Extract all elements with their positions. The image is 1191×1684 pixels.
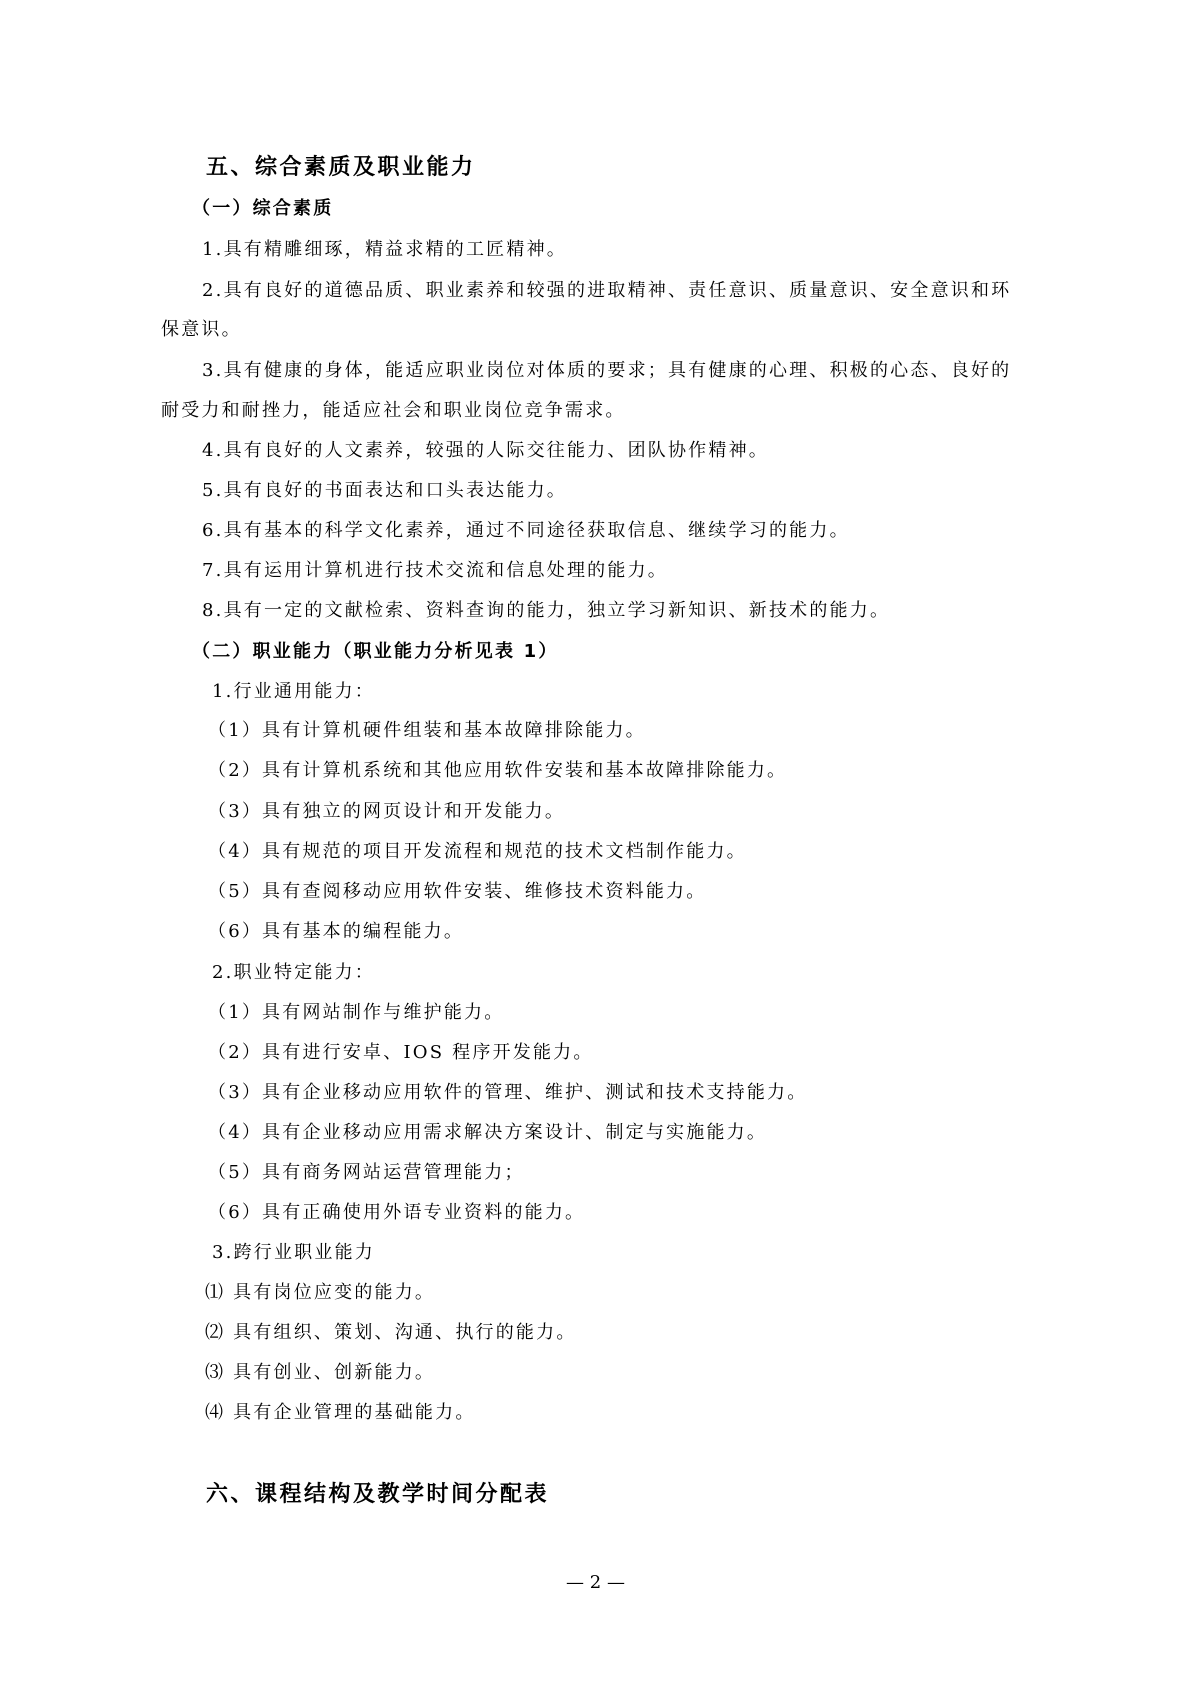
section-5-heading: 五、综合素质及职业能力 — [206, 155, 476, 180]
ability-group-3-item-2: ⑵ 具有组织、策划、沟通、执行的能力。 — [205, 1322, 577, 1343]
ability-group-1-title: 1.行业通用能力： — [212, 681, 375, 702]
ability-group-2-title: 2.职业特定能力： — [212, 962, 375, 983]
ability-group-1-item-6: （6）具有基本的编程能力。 — [208, 921, 465, 942]
ability-group-1-item-3: （3）具有独立的网页设计和开发能力。 — [208, 801, 566, 822]
quality-item-3-cont: 耐受力和耐挫力，能适应社会和职业岗位竞争需求。 — [161, 400, 626, 421]
ability-group-3-item-4: ⑷ 具有企业管理的基础能力。 — [205, 1402, 476, 1423]
subsection-2-heading: （二）职业能力（职业能力分析见表 1） — [192, 641, 559, 662]
ability-group-2-item-3: （3）具有企业移动应用软件的管理、维护、测试和技术支持能力。 — [208, 1082, 808, 1103]
ability-group-1-item-5: （5）具有查阅移动应用软件安装、维修技术资料能力。 — [208, 881, 707, 902]
quality-item-3: 3.具有健康的身体，能适应职业岗位对体质的要求；具有健康的心理、积极的心态、良好的 — [202, 360, 1012, 381]
ability-group-2-item-1: （1）具有网站制作与维护能力。 — [208, 1002, 505, 1023]
ability-group-2-item-5: （5）具有商务网站运营管理能力； — [208, 1162, 525, 1183]
ability-group-3-item-3: ⑶ 具有创业、创新能力。 — [205, 1362, 436, 1383]
ability-group-2-item-6: （6）具有正确使用外语专业资料的能力。 — [208, 1202, 586, 1223]
quality-item-2: 2.具有良好的道德品质、职业素养和较强的进取精神、责任意识、质量意识、安全意识和环 — [202, 280, 1012, 301]
quality-item-5: 5.具有良好的书面表达和口头表达能力。 — [202, 480, 567, 501]
ability-group-1-item-4: （4）具有规范的项目开发流程和规范的技术文档制作能力。 — [208, 841, 747, 862]
quality-item-6: 6.具有基本的科学文化素养，通过不同途径获取信息、继续学习的能力。 — [202, 520, 850, 541]
quality-item-7: 7.具有运用计算机进行技术交流和信息处理的能力。 — [202, 560, 668, 581]
quality-item-4: 4.具有良好的人文素养，较强的人际交往能力、团队协作精神。 — [202, 440, 769, 461]
quality-item-8: 8.具有一定的文献检索、资料查询的能力，独立学习新知识、新技术的能力。 — [202, 600, 891, 621]
subsection-1-heading: （一）综合素质 — [192, 198, 334, 219]
quality-item-1: 1.具有精雕细琢，精益求精的工匠精神。 — [202, 239, 567, 260]
page-number: — 2 — — [566, 1572, 625, 1593]
quality-item-2-cont: 保意识。 — [161, 319, 242, 340]
ability-group-2-item-2: （2）具有进行安卓、IOS 程序开发能力。 — [208, 1042, 594, 1063]
ability-group-3-item-1: ⑴ 具有岗位应变的能力。 — [205, 1282, 436, 1303]
ability-group-3-title: 3.跨行业职业能力 — [212, 1242, 375, 1263]
ability-group-1-item-2: （2）具有计算机系统和其他应用软件安装和基本故障排除能力。 — [208, 760, 788, 781]
ability-group-1-item-1: （1）具有计算机硬件组装和基本故障排除能力。 — [208, 720, 646, 741]
ability-group-2-item-4: （4）具有企业移动应用需求解决方案设计、制定与实施能力。 — [208, 1122, 768, 1143]
section-6-heading: 六、课程结构及教学时间分配表 — [206, 1482, 550, 1507]
